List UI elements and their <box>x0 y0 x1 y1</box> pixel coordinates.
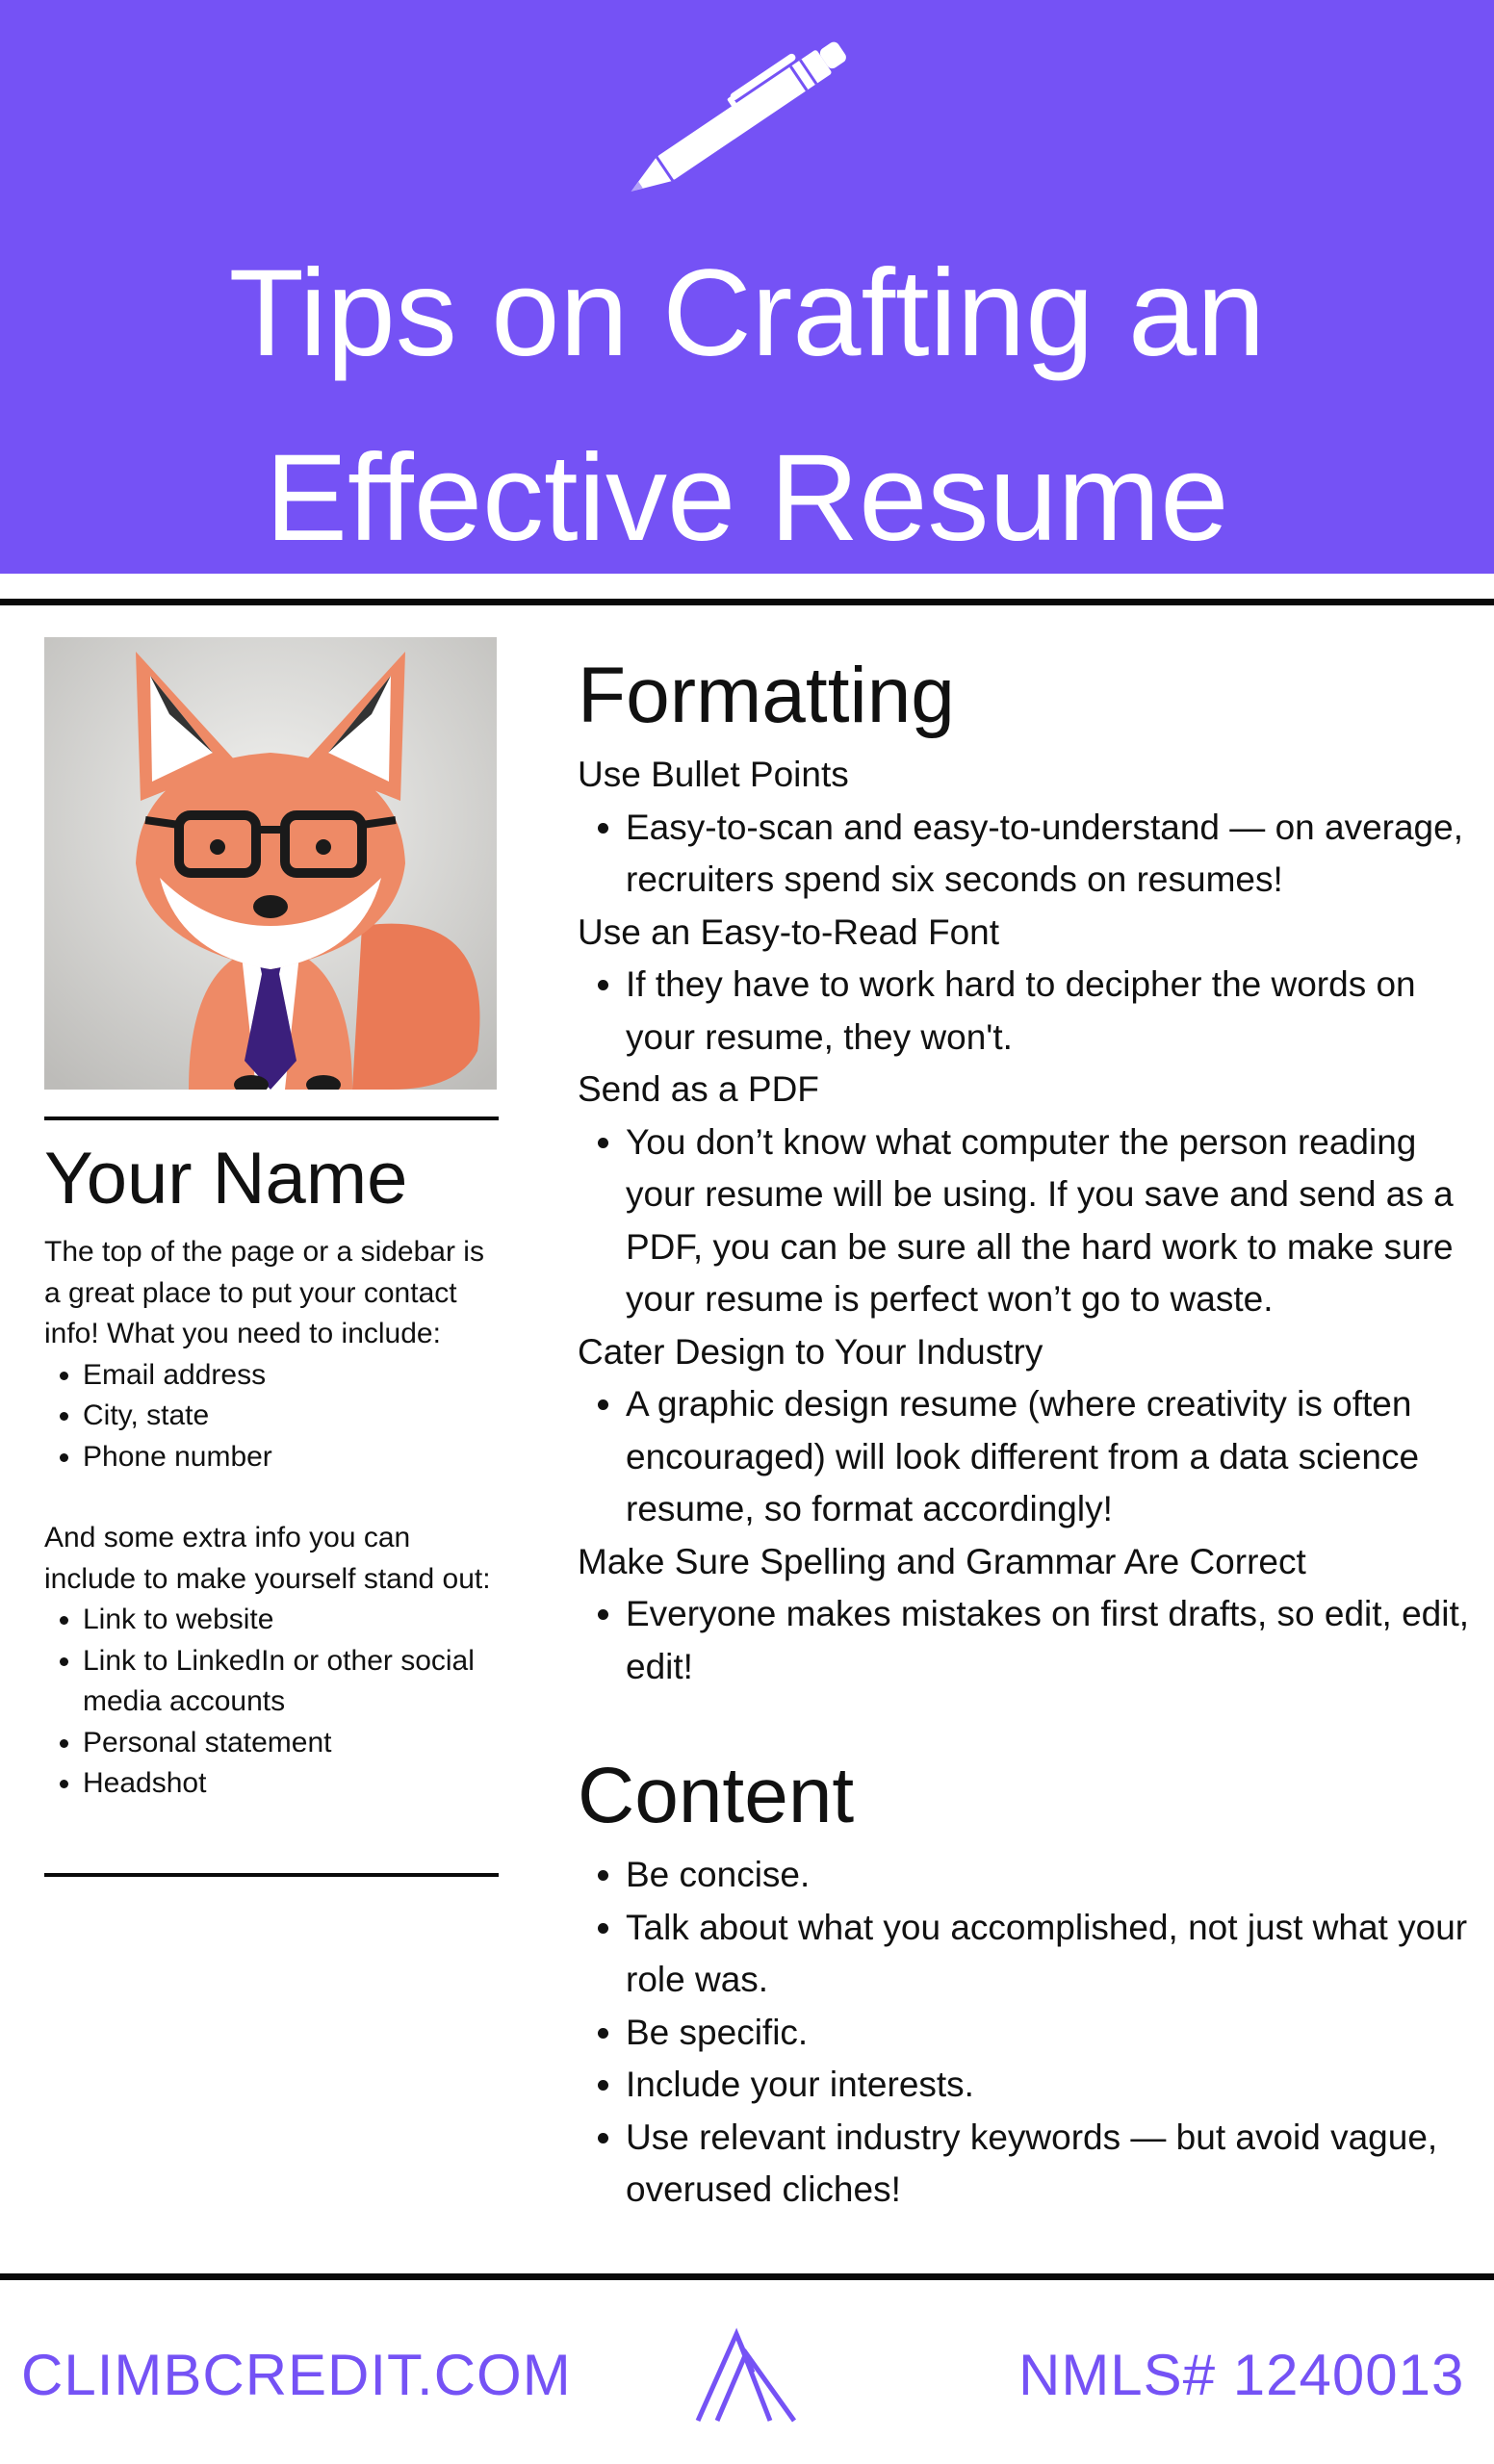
tip-bullet: • Easy-to-scan and easy-to-understand — on average, recruiters spend six seconds on resumes! <box>626 802 1473 907</box>
fox-mascot-image <box>44 637 497 1090</box>
page-title <box>0 221 1494 591</box>
list-item: • Use relevant industry keywords — but avoid vague, overused cliches! <box>626 2112 1473 2217</box>
tip-bullet-list <box>578 1378 1473 1536</box>
tip-bullet: • A graphic design resume (where creativity is often encouraged) will look different from a data science resume, so format accordingly! <box>626 1378 1473 1536</box>
sidebar-top-divider <box>44 1116 499 1120</box>
contact-info-sidebar <box>44 1232 506 1805</box>
climb-logo-icon <box>693 2324 799 2430</box>
header-banner <box>0 0 1494 574</box>
main-column <box>578 643 1473 2217</box>
title-line-2: Effective Resume <box>265 429 1229 567</box>
tip-title: Cater Design to Your Industry <box>578 1331 1043 1372</box>
header-divider <box>0 599 1494 605</box>
extra-info-intro: And some extra info you can include to make yourself stand out: <box>44 1522 491 1595</box>
sidebar-bottom-divider <box>44 1873 499 1877</box>
tip-title: Make Sure Spelling and Grammar Are Correct <box>578 1541 1306 1581</box>
tip-bullet-list <box>578 802 1473 907</box>
title-line-1: Tips on Crafting an <box>228 244 1266 382</box>
tip-bullet-list <box>578 959 1473 1064</box>
tip-title: Send as a PDF <box>578 1069 819 1109</box>
formatting-heading: Formatting <box>578 652 955 739</box>
list-item: • Be specific. <box>626 2007 1473 2060</box>
your-name-heading: Your Name <box>44 1138 408 1219</box>
tip-bullet: • Everyone makes mistakes on first drafts, so edit, edit, edit! <box>626 1588 1473 1693</box>
footer-divider <box>0 2273 1494 2280</box>
tip-bullet-list <box>578 1116 1473 1326</box>
content-heading: Content <box>578 1752 855 1839</box>
nmls-number: NMLS# 1240013 <box>1018 2343 1465 2407</box>
list-item: • Phone number <box>83 1437 506 1478</box>
contact-intro: The top of the page or a sidebar is a great place to put your contact info! What you need to include: <box>44 1236 484 1349</box>
required-info-list <box>44 1355 506 1478</box>
pencil-icon <box>597 19 905 202</box>
tip-bullet: • If they have to work hard to decipher the words on your resume, they won't. <box>626 959 1473 1064</box>
website-link[interactable]: CLIMBCREDIT.COM <box>21 2343 572 2407</box>
tip-title: Use an Easy-to-Read Font <box>578 911 1000 952</box>
list-item: • Be concise. <box>626 1849 1473 1902</box>
tip-bullet: • You don’t know what computer the person reading your resume will be using. If you save and send as a PDF, you can be sure all the hard work to make sure your resume is perfect won’t go to waste. <box>626 1116 1473 1326</box>
list-item: • City, state <box>83 1396 506 1437</box>
list-item: • Email address <box>83 1355 506 1397</box>
tip-bullet-list <box>578 1588 1473 1693</box>
content-list <box>578 1849 1473 2217</box>
list-item: • Link to LinkedIn or other social media accounts <box>83 1641 506 1723</box>
list-item: • Talk about what you accomplished, not just what your role was. <box>626 1902 1473 2007</box>
list-item: • Include your interests. <box>626 2059 1473 2112</box>
tip-title: Use Bullet Points <box>578 755 849 794</box>
list-item: • Personal statement <box>83 1723 506 1764</box>
list-item: • Link to website <box>83 1600 506 1641</box>
list-item: • Headshot <box>83 1763 506 1805</box>
extra-info-list <box>44 1600 506 1805</box>
